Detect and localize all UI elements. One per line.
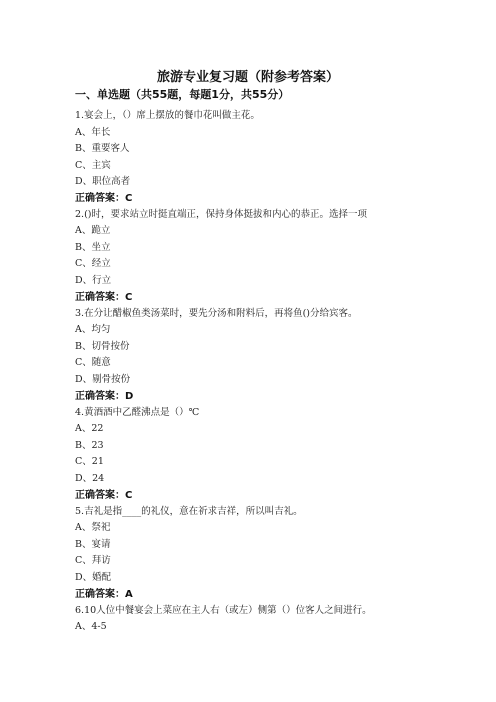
option: B、坐立 [75, 242, 111, 253]
option: C、随意 [75, 357, 111, 368]
question-stem: 1.宴会上，（）席上摆放的餐巾花叫做主花。 [75, 110, 260, 121]
option: B、宴请 [75, 539, 111, 550]
question-stem: 6.10人位中餐宴会上菜应在主人右（或左）侧第（）位客人之间进行。 [75, 605, 372, 616]
page-title: 旅游专业复习题（附参考答案） [156, 70, 339, 85]
option: A、均匀 [75, 324, 111, 335]
option: D、24 [75, 473, 105, 484]
option: C、21 [75, 456, 104, 467]
option: D、职位高者 [75, 176, 131, 187]
option: B、切骨按份 [75, 341, 130, 352]
option: D、剔骨按份 [75, 374, 131, 385]
option: C、主宾 [75, 160, 111, 171]
answer-label: 正确答案：A [75, 589, 133, 600]
answer-label: 正确答案：C [75, 193, 133, 204]
answer-label: 正确答案：C [75, 292, 133, 303]
option: B、重要客人 [75, 143, 130, 154]
option: C、经立 [75, 258, 111, 269]
option: A、年长 [75, 127, 111, 138]
option: D、行立 [75, 275, 112, 286]
option: C、拜访 [75, 555, 111, 566]
answer-label: 正确答案：C [75, 490, 133, 501]
option: A、祭祀 [75, 522, 111, 533]
option: A、22 [75, 423, 104, 434]
section-heading: 一、单选题（共55题，每题1分，共55分） [75, 88, 290, 101]
question-stem: 3.在分让醋椒鱼类汤菜时，要先分汤和附料后，再将鱼()分给宾客。 [75, 308, 358, 319]
question-stem: 4.黄酒酒中乙醛沸点是（）℃ [75, 407, 200, 418]
option: B、23 [75, 440, 104, 451]
option: D、婚配 [75, 572, 112, 583]
answer-label: 正确答案：D [75, 391, 134, 402]
option: A、跪立 [75, 225, 111, 236]
option: A、4-5 [75, 621, 107, 632]
question-stem: 2.()时，要求站立时挺直端正，保持身体挺拔和内心的恭正。选择一项 [75, 209, 367, 220]
question-stem: 5.吉礼是指____的礼仪，意在祈求吉祥，所以叫吉礼。 [75, 506, 303, 517]
